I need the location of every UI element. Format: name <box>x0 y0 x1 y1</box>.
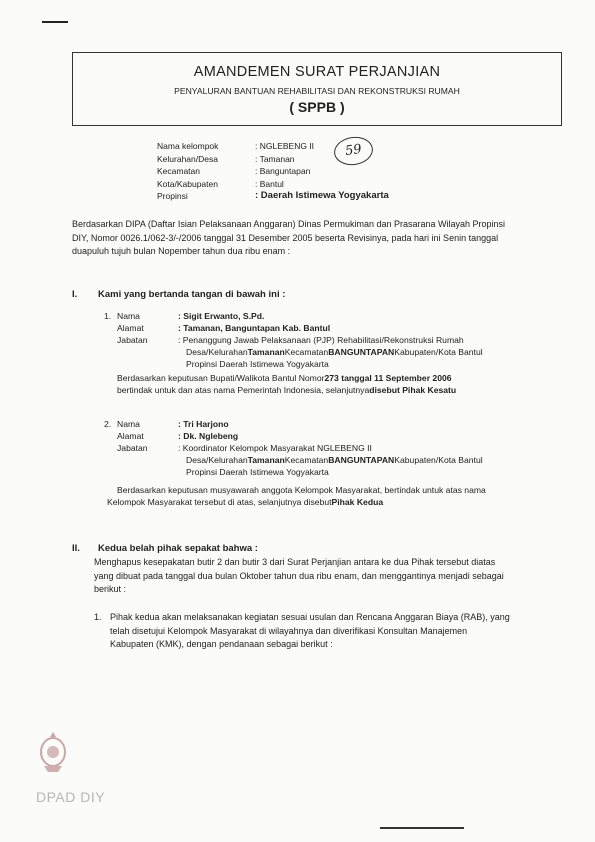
identity-value: : Bantul <box>255 178 284 189</box>
title-box <box>72 52 562 126</box>
basis-line: Kelompok Masyarakat tersebut di atas, selanjutnya disebut Pihak Kedua <box>107 497 384 507</box>
position-line: Propinsi Daerah Istimewa Yogyakarta <box>186 467 329 477</box>
field-label: Nama <box>117 419 140 429</box>
section-title: Kami yang bertanda tangan di bawah ini : <box>98 289 286 300</box>
identity-value: : Tamanan <box>255 153 295 164</box>
identity-value: : Daerah Istimewa Yogyakarta <box>255 190 389 201</box>
party-number: 2. <box>104 419 112 429</box>
basis-line: Berdasarkan keputusan musyawarah anggota Kelompok Masyarakat, bertindak untuk atas nama <box>117 485 486 495</box>
basis-line: bertindak untuk dan atas nama Pemerintah Indonesia, selanjutnya disebut Pihak Kesatu <box>117 385 457 395</box>
archive-seal-logo <box>38 730 68 774</box>
party-2 <box>104 418 486 508</box>
intro-paragraph <box>72 218 505 259</box>
identity-label: Nama kelompok <box>157 141 219 151</box>
point-1 <box>94 611 510 652</box>
party-position: : Penanggung Jawab Pelaksanaan (PJP) Rehabilitasi/Rekonstruksi Rumah <box>178 335 464 345</box>
identity-label: Kecamatan <box>157 166 200 176</box>
bottom-mark <box>380 827 464 829</box>
section-number: I. <box>72 289 78 300</box>
top-mark <box>42 21 68 23</box>
paragraph-line: yang dibuat pada tanggal dua bulan Oktober tahun dua ribu enam, dan menggantinya menjadi sebagai <box>94 570 504 581</box>
paragraph-line: Menghapus kesepakatan butir 2 dan butir 3 dari Surat Perjanjian antara ke dua Pihak tersebut diatas <box>94 557 496 567</box>
handwritten-number: 59 <box>332 134 375 167</box>
party-address: : Tamanan, Banguntapan Kab. Bantul <box>178 323 331 333</box>
identity-label: Propinsi <box>157 191 188 201</box>
document-title: AMANDEMEN SURAT PERJANJIAN <box>193 64 441 80</box>
identity-label: Kelurahan/Desa <box>157 153 218 164</box>
point-number: 1. <box>94 612 102 622</box>
paragraph-line: Pihak kedua akan melaksanakan kegiatan sesuai usulan dan Rencana Anggaran Biaya (RAB), yang <box>110 612 510 622</box>
party-1 <box>104 310 483 396</box>
identity-label: Kota/Kabupaten <box>157 178 218 189</box>
field-label: Alamat <box>117 323 144 333</box>
intro-line: DIY, Nomor 0026.1/062-3/-/2006 tanggal 31 Desember 2005 beserta Revisinya, pada hari ini Senin tanggal <box>72 232 499 243</box>
field-label: Nama <box>117 311 140 321</box>
field-label: Jabatan <box>117 443 148 453</box>
position-line: Propinsi Daerah Istimewa Yogyakarta <box>186 359 329 369</box>
identity-row <box>157 178 389 191</box>
field-label: Jabatan <box>117 335 148 345</box>
section-2-paragraph <box>94 556 504 597</box>
position-line: Desa/Kelurahan Tamanan Kecamatan BANGUNTAPAN Kabupaten/Kota Bantul <box>186 347 483 357</box>
paragraph-line: berikut : <box>94 584 127 594</box>
position-line: Desa/Kelurahan Tamanan Kecamatan BANGUNTAPAN Kabupaten/Kota Bantul <box>186 455 483 465</box>
intro-line: Berdasarkan DIPA (Daftar Isian Pelaksanaan Anggaran) Dinas Permukiman dan Prasarana Wilayah Propinsi <box>72 219 506 229</box>
identity-value: : NGLEBENG II <box>255 141 315 151</box>
field-label: Alamat <box>117 431 144 441</box>
party-number: 1. <box>104 311 112 321</box>
identity-row <box>157 165 389 178</box>
paragraph-line: telah disetujui Kelompok Masyarakat di wilayahnya dan diverifikasi Konsultan Manajemen <box>110 625 468 636</box>
party-position: : Koordinator Kelompok Masyarakat NGLEBENG II <box>178 443 372 453</box>
basis-line: Berdasarkan keputusan Bupati/Walikota Bantul Nomor 273 tanggal 11 September 2006 <box>117 373 452 383</box>
paragraph-line: Kabupaten (KMK), dengan pendanaan sebagai berikut : <box>110 639 333 649</box>
section-title: Kedua belah pihak sepakat bahwa : <box>98 543 258 554</box>
watermark-text: DPAD DIY <box>36 789 106 805</box>
party-name: : Tri Harjono <box>178 419 229 429</box>
document-subtitle: PENYALURAN BANTUAN REHABILITASI DAN REKONSTRUKSI RUMAH <box>174 86 460 96</box>
intro-line: duapuluh tujuh bulan Nopember tahun dua ribu enam : <box>72 246 291 256</box>
document-code: ( SPPB ) <box>289 99 345 115</box>
section-number: II. <box>72 543 80 554</box>
identity-row <box>157 190 389 203</box>
identity-value: : Banguntapan <box>255 166 311 176</box>
party-address: : Dk. Nglebeng <box>178 431 239 441</box>
party-name: : Sigit Erwanto, S.Pd. <box>178 311 265 321</box>
